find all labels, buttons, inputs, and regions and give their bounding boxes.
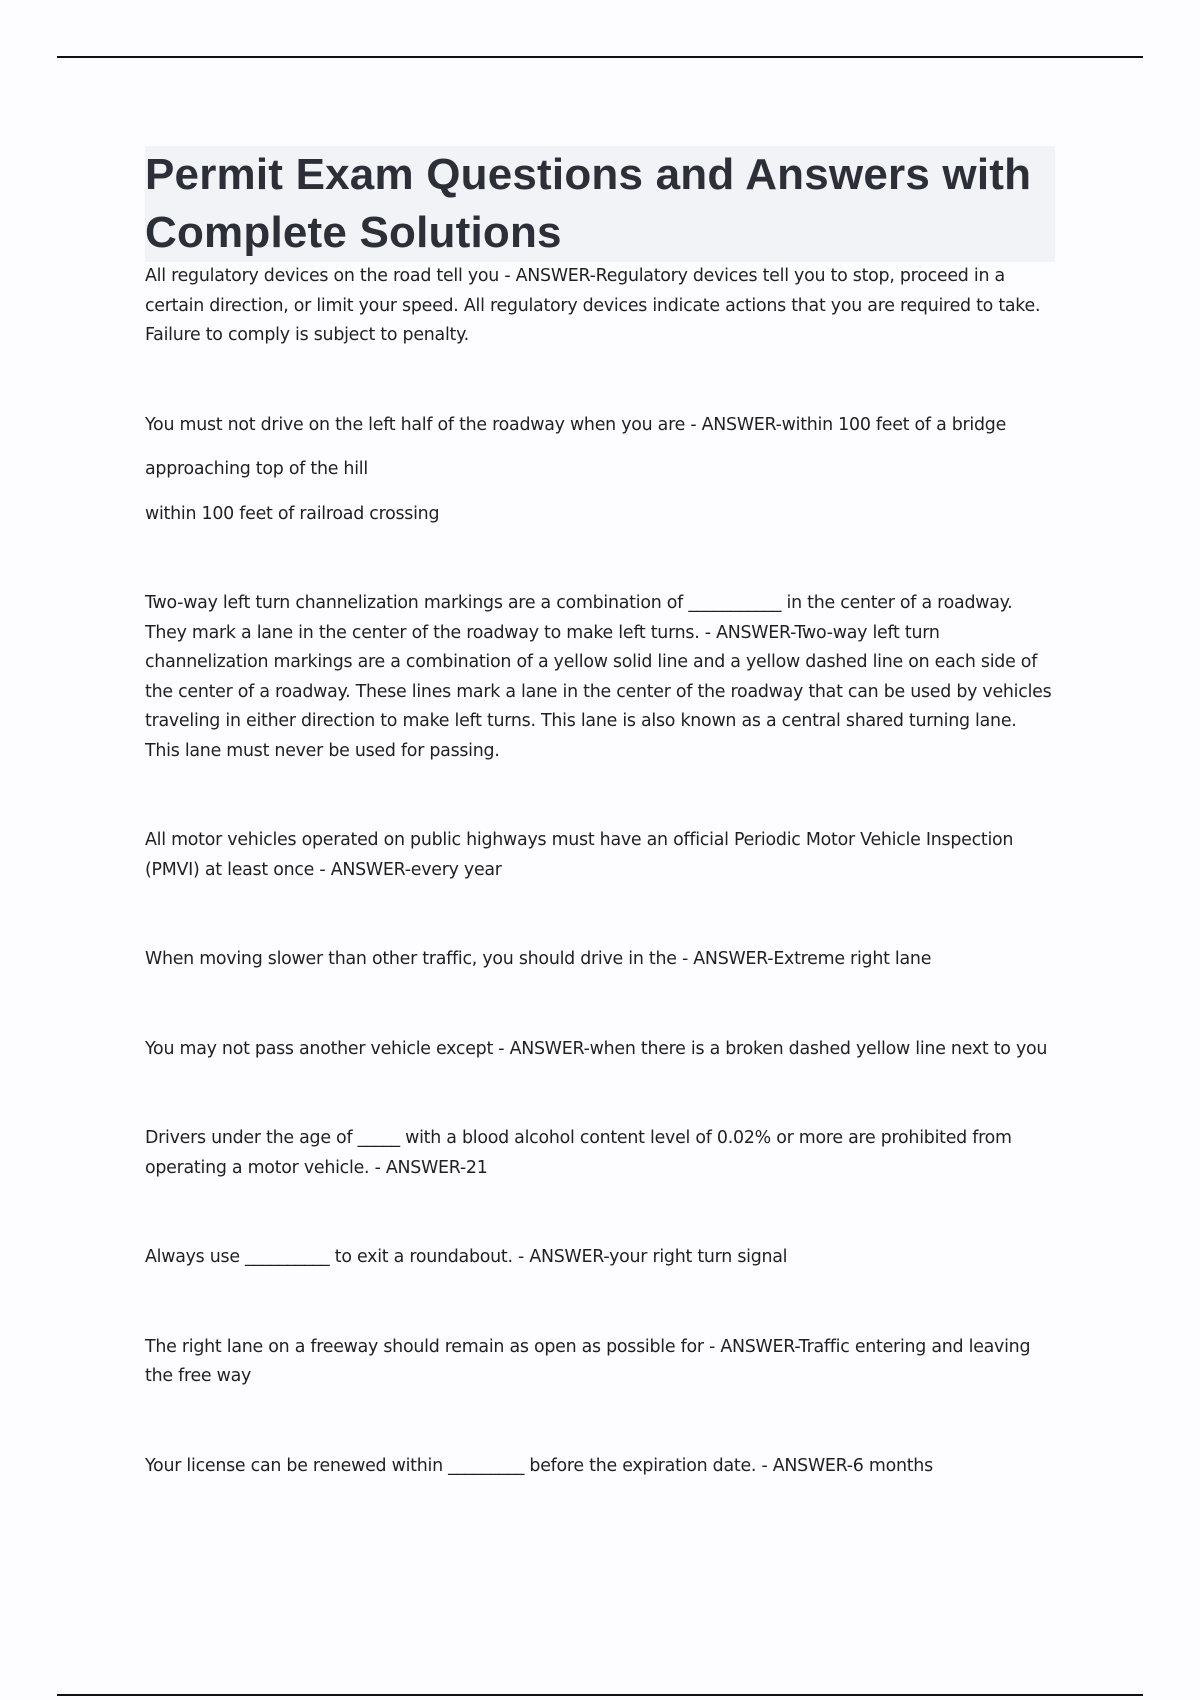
qa-item: When moving slower than other traffic, you should drive in the - ANSWER-Extreme right lane	[145, 949, 932, 969]
header-rule	[57, 56, 1143, 58]
footer-rule	[57, 1694, 1143, 1696]
qa-item: Always use __________ to exit a roundabout. - ANSWER-your right turn signal	[145, 1247, 788, 1267]
qa-item: All regulatory devices on the road tell you - ANSWER-Regulatory devices tell you to stop, proceed in a certain direction, or limit your speed. All regulatory devices indicate actions that you are required to take. Failure to comply is subject to penalty.	[145, 266, 1041, 345]
document-body	[145, 146, 1055, 1481]
qa-item: Drivers under the age of _____ with a blood alcohol content level of 0.02% or more are prohibited from operating a motor vehicle. - ANSWER-21	[145, 1128, 1012, 1178]
document-title: Permit Exam Questions and Answers with Complete Solutions	[145, 150, 1032, 257]
qa-item-extra: approaching top of the hill	[145, 459, 368, 479]
qa-item: The right lane on a freeway should remain as open as possible for - ANSWER-Traffic entering and leaving the free way	[145, 1336, 1031, 1386]
qa-list	[145, 262, 1055, 1481]
title-block	[145, 146, 1055, 262]
qa-item: Two-way left turn channelization markings are a combination of ___________ in the center of a roadway. They mark a lane in the center of the roadway to make left turns. - ANSWER-Two-way left turn channelization markings are a combination of a yellow solid line and a yellow dashed line on each side of the center of a roadway. These lines mark a lane in the center of the roadway that can be used by vehicles traveling in either direction to make left turns. This lane is also known as a central shared turning lane. This lane must never be used for passing.	[145, 593, 1052, 761]
qa-item: Your license can be renewed within _________ before the expiration date. - ANSWER-6 months	[145, 1455, 933, 1476]
qa-item-extra: within 100 feet of railroad crossing	[145, 503, 440, 524]
qa-item: All motor vehicles operated on public highways must have an official Periodic Motor Vehicle Inspection (PMVI) at least once - ANSWER-every year	[145, 830, 1014, 880]
qa-item: You must not drive on the left half of the roadway when you are - ANSWER-within 100 feet of a bridge	[145, 414, 1007, 435]
qa-item: You may not pass another vehicle except - ANSWER-when there is a broken dashed yellow line next to you	[145, 1038, 1048, 1059]
